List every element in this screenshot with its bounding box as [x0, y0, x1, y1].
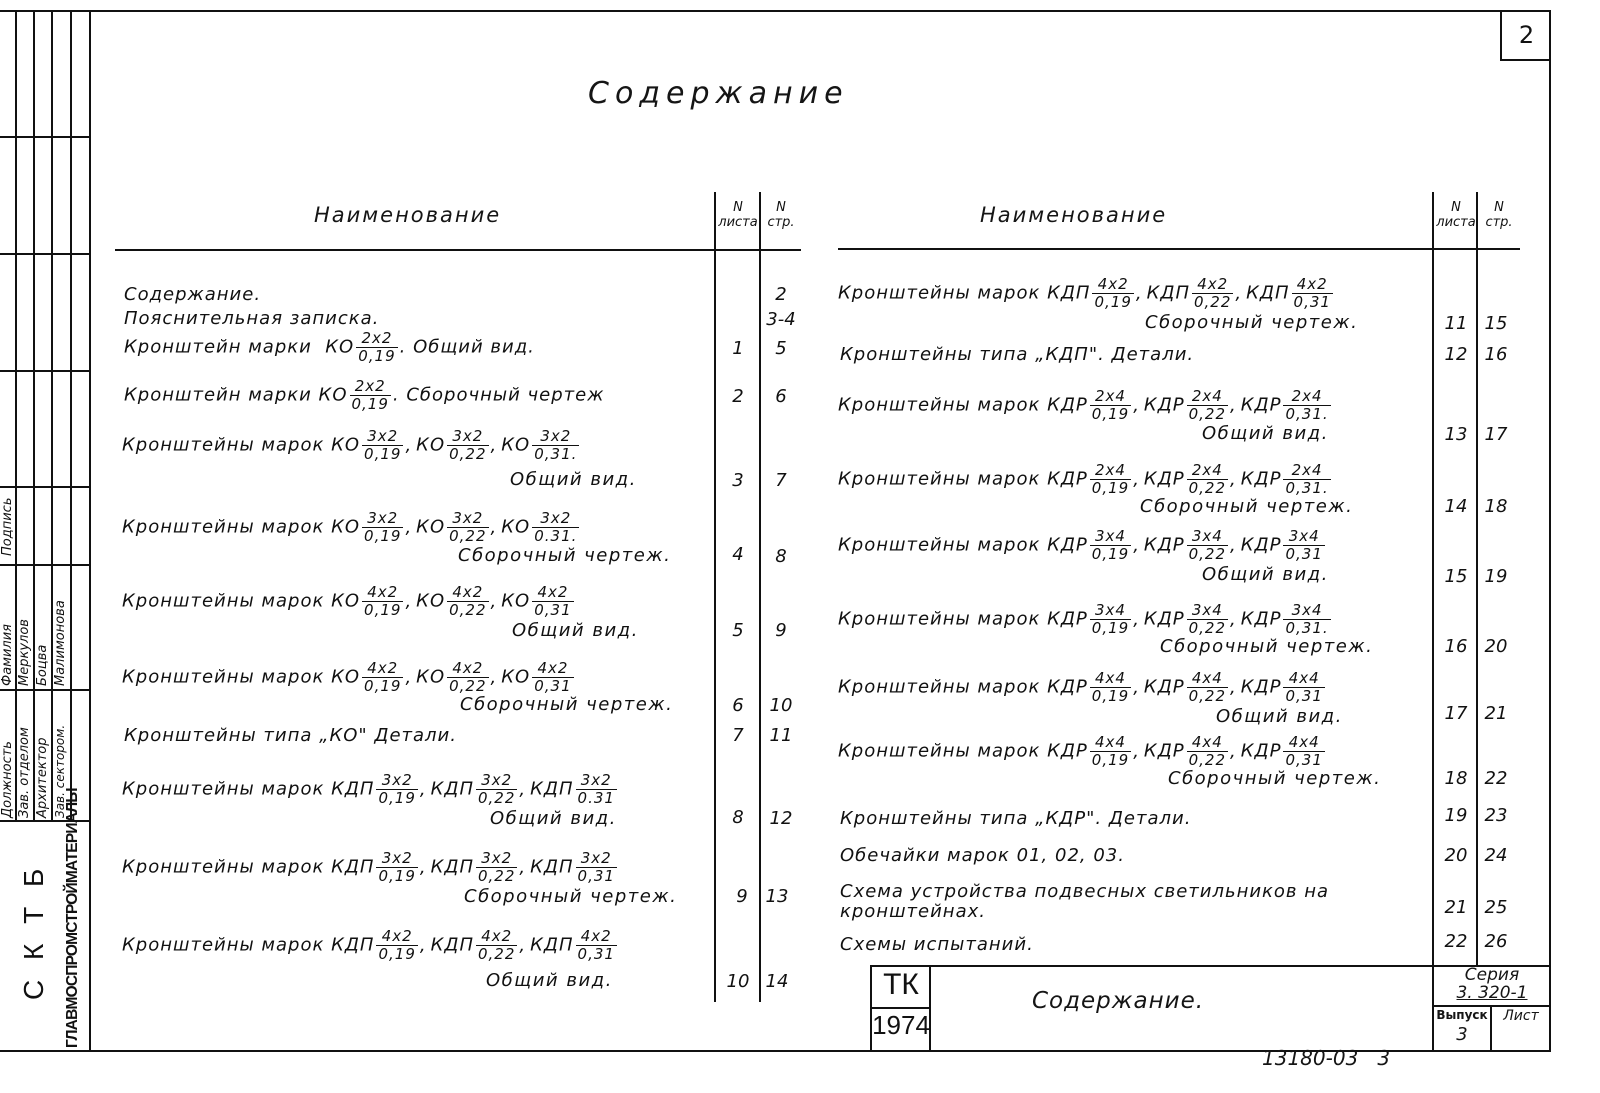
series-value: 3. 320-1 — [1456, 983, 1528, 1003]
list-item: Кронштейны марок КО $\frac{3х2}{0,19}$ , КО $\frac{3х2}{0,22}$ , КО $\frac{3х2}{0.31.}$ — [122, 509, 578, 545]
page-number-box — [1500, 10, 1551, 61]
sheet-num: 16 — [1444, 636, 1468, 657]
list-item: Содержание. — [124, 284, 262, 305]
surname-label: Фамилия — [0, 624, 15, 686]
page-num: 20 — [1484, 636, 1508, 657]
list-item-subline: Сборочный чертеж. — [1160, 636, 1374, 657]
position-label: Должность — [0, 741, 15, 818]
list-item-subline: Сборочный чертеж. — [460, 694, 674, 715]
page-num: 25 — [1484, 897, 1508, 918]
stamp-row-line — [0, 689, 90, 691]
page-num: 3-4 — [766, 309, 796, 330]
list-item-subline: Сборочный чертеж. — [464, 886, 678, 907]
sheet-label: Лист — [1503, 1008, 1539, 1024]
sheet-num: 15 — [1444, 566, 1468, 587]
page-num: 13 — [765, 886, 789, 907]
list-item-subline: Сборочный чертеж. — [458, 545, 672, 566]
surname-1: Меркулов — [17, 619, 32, 686]
stamp-row-line — [0, 370, 90, 372]
page-num: 14 — [765, 971, 789, 992]
org-full: ГЛАВМОСПРОМСТРОЙМАТЕРИАЛЫ — [64, 788, 81, 1048]
page-num: 17 — [1484, 424, 1508, 445]
org-short: С К Т Б — [18, 862, 49, 1000]
sheet-num: 18 — [1444, 768, 1468, 789]
list-item: Кронштейны марок КДР $\frac{3х4}{0,19}$ , КДР $\frac{3х4}{0,22}$ , КДР $\frac{3х4}{0,31.}$ — [838, 601, 1329, 637]
page-num: 21 — [1484, 703, 1508, 724]
issue-label: Выпуск — [1436, 1008, 1488, 1022]
sheet-num: 11 — [1444, 313, 1468, 334]
left-header-rule — [115, 249, 801, 251]
list-item: Кронштейны марок КДП $\frac{4х2}{0,19}$ , КДП $\frac{4х2}{0,22}$ , КДП $\frac{4х2}{0,31}$ — [122, 927, 615, 963]
surname-3: Малимонова — [53, 600, 68, 686]
page-num: 9 — [775, 620, 787, 641]
list-item: Кронштейны марок КДР $\frac{2х4}{0,19}$ , КДР $\frac{2х4}{0,22}$ , КДР $\frac{2х4}{0,31.}$ — [838, 387, 1329, 423]
sheet-num: 4 — [732, 544, 744, 565]
stamp-col-line — [51, 10, 53, 820]
page-num: 15 — [1484, 313, 1508, 334]
right-header-name: Наименование — [980, 203, 1168, 227]
sheet-num: 12 — [1444, 344, 1468, 365]
list-item-subline: Сборочный чертеж. — [1145, 312, 1359, 333]
sheet-num: 3 — [732, 470, 744, 491]
series-label: Серия — [1464, 965, 1520, 985]
title-block-code-mid — [870, 1007, 930, 1009]
page-number: 2 — [1518, 20, 1535, 49]
stamp-col-line — [70, 10, 72, 820]
page-num: 16 — [1484, 344, 1508, 365]
sheet-num: 20 — [1444, 845, 1468, 866]
list-item: Кронштейны марок КДР $\frac{2х4}{0,19}$ , КДР $\frac{2х4}{0,22}$ , КДР $\frac{2х4}{0,31.}$ — [838, 461, 1329, 497]
sheet-num: 1 — [732, 338, 744, 359]
list-item-subline: Общий вид. — [486, 970, 613, 991]
page-num: 24 — [1484, 845, 1508, 866]
sheet-num: 7 — [732, 725, 744, 746]
list-item: Кронштейны марок КДР $\frac{4х4}{0,19}$ , КДР $\frac{4х4}{0,22}$ , КДР $\frac{4х4}{0,31}$ — [838, 733, 1323, 769]
sheet-num: 14 — [1444, 496, 1468, 517]
title-block-name: Содержание. — [1032, 988, 1205, 1014]
signature-label: Подпись — [0, 497, 15, 556]
list-item: Кронштейны марок КО $\frac{4х2}{0,19}$ , КО $\frac{4х2}{0,22}$ , КО $\frac{4х2}{0,31}$ — [122, 659, 572, 695]
right-header-sheet: N листа — [1436, 200, 1476, 230]
list-item-subline: Общий вид. — [1202, 564, 1329, 585]
position-2: Архитектор — [35, 737, 50, 818]
list-item: Кронштейн марки КО $\frac{2х2}{0,19}$ . Общий вид. — [124, 329, 535, 365]
page-num: 22 — [1484, 768, 1508, 789]
page-num: 18 — [1484, 496, 1508, 517]
list-item-subline: Общий вид. — [1216, 706, 1343, 727]
sheet-num: 17 — [1444, 703, 1468, 724]
position-1: Зав. отделом — [17, 727, 32, 818]
stamp-row-line — [0, 253, 90, 255]
stamp-row-line — [0, 486, 90, 488]
list-item: Обечайки марок 01, 02, 03. — [840, 845, 1125, 866]
list-item: Схемы испытаний. — [840, 934, 1034, 955]
page-num: 5 — [775, 338, 787, 359]
list-item: Кронштейны марок КО $\frac{4х2}{0,19}$ , КО $\frac{4х2}{0,22}$ , КО $\frac{4х2}{0,31}$ — [122, 583, 572, 619]
list-item-subline: Сборочный чертеж. — [1140, 496, 1354, 517]
left-header-page: N стр. — [767, 200, 795, 230]
list-item: Кронштейн марки КО $\frac{2х2}{0,19}$ . Сборочный чертеж — [124, 377, 605, 413]
list-item: Кронштейны марок КДП $\frac{3х2}{0,19}$ , КДП $\frac{3х2}{0,22}$ , КДП $\frac{3х2}{0,31}$ — [122, 849, 615, 885]
stamp-row-line — [0, 136, 90, 138]
right-col-sep-1 — [1432, 192, 1434, 967]
title-block-code: ТК — [883, 968, 919, 1001]
sheet-num: 19 — [1444, 805, 1468, 826]
list-item: Кронштейны типа „КДР". Детали. — [840, 808, 1192, 829]
title-block-year: 1974 — [872, 1010, 930, 1040]
sheet-num: 9 — [736, 886, 748, 907]
sheet-num: 10 — [726, 971, 750, 992]
frame-top-line — [0, 10, 1550, 12]
list-item: Пояснительная записка. — [124, 308, 380, 329]
right-header-page: N стр. — [1485, 200, 1513, 230]
list-item: Кронштейны марок КДР $\frac{3х4}{0,19}$ , КДР $\frac{3х4}{0,22}$ , КДР $\frac{3х4}{0,31}$ — [838, 527, 1323, 563]
page-num: 2 — [775, 284, 787, 305]
sheet-num: 13 — [1444, 424, 1468, 445]
left-header-name: Наименование — [314, 203, 502, 227]
list-item: Кронштейны типа „КДП". Детали. — [840, 344, 1195, 365]
page-title: Содержание — [588, 76, 849, 111]
page-num: 19 — [1484, 566, 1508, 587]
right-header-rule — [838, 248, 1520, 250]
surname-2: Боцва — [35, 644, 50, 686]
page-num: 23 — [1484, 805, 1508, 826]
footer-code: 13180-03 3 — [1262, 1046, 1391, 1070]
list-item-subline: Сборочный чертеж. — [1168, 768, 1382, 789]
page-num: 8 — [775, 546, 787, 567]
page-num: 7 — [775, 470, 787, 491]
list-item: Кронштейны марок КДП $\frac{4х2}{0,19}$ , КДП $\frac{4х2}{0,22}$ , КДП $\frac{4х2}{0,31}$ — [838, 275, 1331, 311]
list-item: Кронштейны типа „КО" Детали. — [124, 725, 457, 746]
sheet-num: 5 — [732, 620, 744, 641]
stamp-col-line — [33, 10, 35, 820]
list-item-subline: Общий вид. — [512, 620, 639, 641]
frame-left-inner-line — [89, 10, 91, 1052]
page-num: 10 — [769, 695, 793, 716]
left-col-sep-1 — [714, 192, 716, 1002]
position-3: Зав. сектором. — [53, 724, 67, 818]
page-num: 12 — [769, 808, 793, 829]
list-item-subline: Общий вид. — [510, 469, 637, 490]
list-item-subline: Общий вид. — [490, 808, 617, 829]
left-header-sheet: N листа — [718, 200, 758, 230]
stamp-row-line — [0, 564, 90, 566]
list-item: Схема устройства подвесных светильников на кронштейнах. — [840, 881, 1330, 922]
sheet-num: 21 — [1444, 897, 1468, 918]
stamp-col-line — [15, 10, 17, 820]
page-num: 11 — [769, 725, 793, 746]
frame-right-line — [1549, 10, 1551, 1052]
list-item-subline: Общий вид. — [1202, 423, 1329, 444]
page-num: 6 — [775, 386, 787, 407]
list-item: Кронштейны марок КДП $\frac{3х2}{0,19}$ , КДП $\frac{3х2}{0,22}$ , КДП $\frac{3х2}{0.31}$ — [122, 771, 615, 807]
page-num: 26 — [1484, 931, 1508, 952]
sheet-num: 2 — [732, 386, 744, 407]
list-item: Кронштейны марок КО $\frac{3х2}{0,19}$ , КО $\frac{3х2}{0,22}$ , КО $\frac{3х2}{0,31.}$ — [122, 427, 578, 463]
sheet-num: 22 — [1444, 931, 1468, 952]
list-item: Кронштейны марок КДР $\frac{4х4}{0,19}$ , КДР $\frac{4х4}{0,22}$ , КДР $\frac{4х4}{0,31}$ — [838, 669, 1323, 705]
issue-value: 3 — [1456, 1024, 1468, 1045]
sheet-num: 6 — [732, 695, 744, 716]
sheet-num: 8 — [732, 807, 744, 828]
